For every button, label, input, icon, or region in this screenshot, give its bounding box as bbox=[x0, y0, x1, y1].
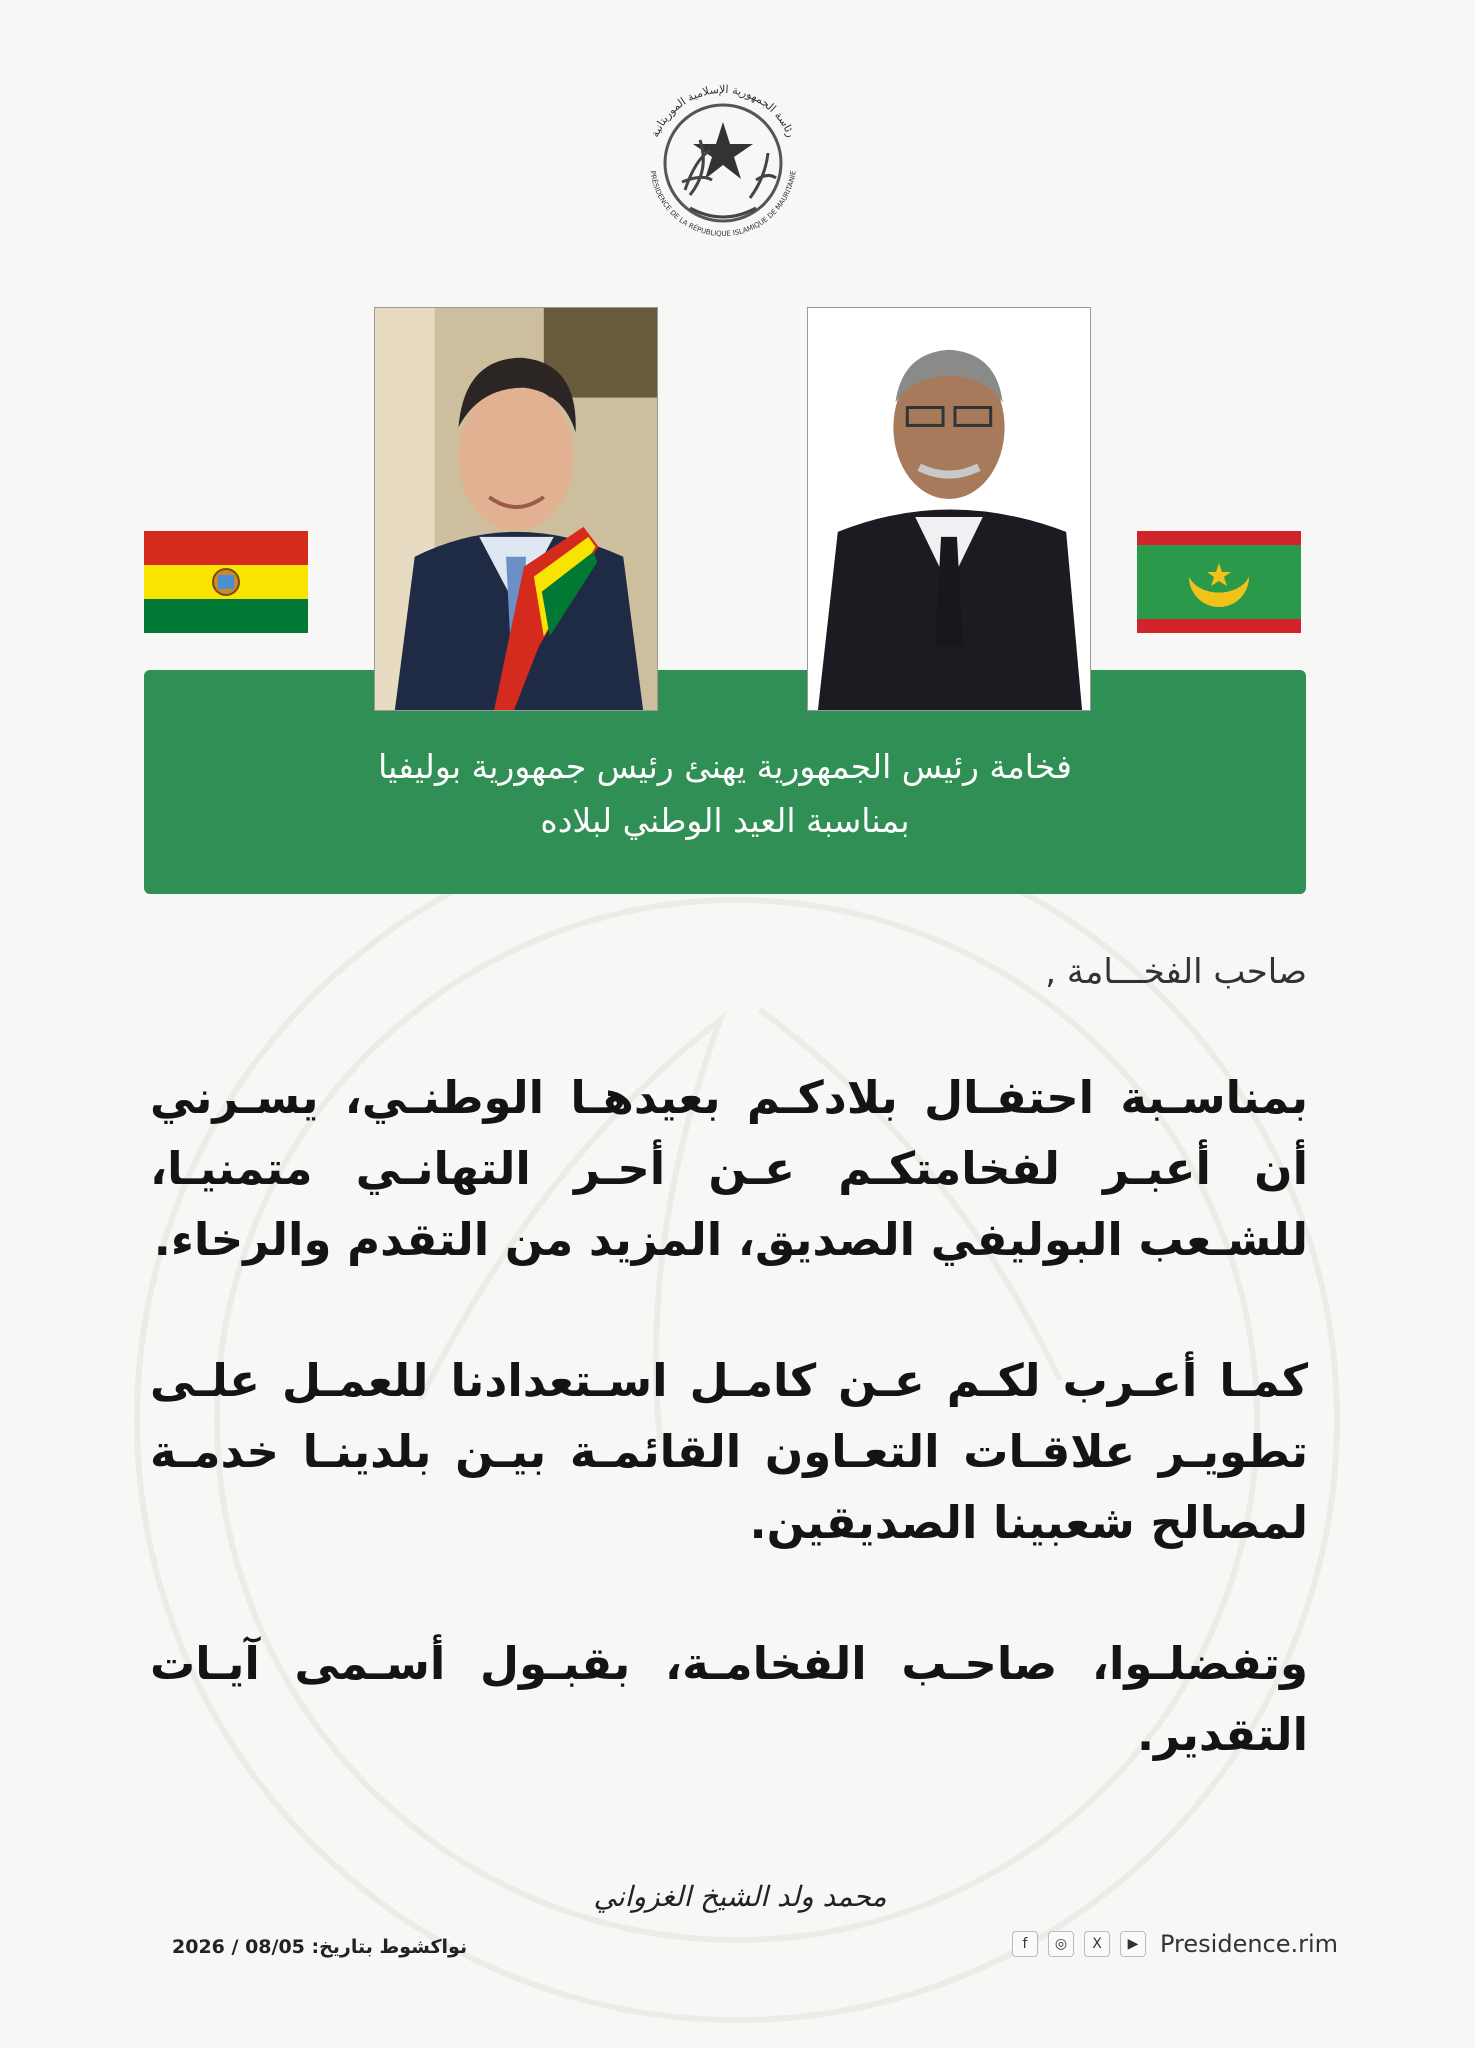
globe-icon[interactable]: ◎ bbox=[1048, 1931, 1074, 1957]
bolivia-flag bbox=[144, 531, 308, 633]
social-links bbox=[1012, 1930, 1338, 1958]
letter-date: نواكشوط بتاريخ: 08/05 / 2026 bbox=[172, 1936, 468, 1958]
facebook-icon[interactable]: f bbox=[1012, 1931, 1038, 1957]
headline-line-2: بمناسبة العيد الوطني لبلاده bbox=[540, 801, 910, 840]
x-icon[interactable]: X bbox=[1084, 1931, 1110, 1957]
headline-line-1: فخامة رئيس الجمهورية يهنئ رئيس جمهورية بوليفيا bbox=[378, 747, 1072, 786]
headline-text bbox=[144, 740, 1306, 848]
signature: محمد ولد الشيخ الغزواني bbox=[593, 1880, 887, 1913]
letter-paragraph-1: بمناسـبة احتفـال بلادكـم بعيدهـا الوطنـي، يسـرني أن أعبـر لفخامتكـم عـن أحـر التهانـي متمنيـا، للشـعب البوليفي الصديق، المزيد من التقدم والرخاء. bbox=[150, 1071, 1308, 1266]
letter-paragraph-2: كمـا أعـرب لكـم عـن كامـل اسـتعدادنا للعمـل علـى تطويـر علاقـات التعـاون القائمـة بيـن بلدينـا خدمـة لمصالح شعبينا الصديقين. bbox=[150, 1354, 1308, 1549]
photo-bolivia-president bbox=[374, 307, 658, 711]
presidential-seal-logo bbox=[630, 70, 816, 256]
photo-mauritania-president bbox=[807, 307, 1091, 711]
svg-text:رئاسة الجمهورية الإسلامية المو: رئاسة الجمهورية الإسلامية الموريتانية bbox=[648, 82, 798, 140]
letter-salutation: صاحب الفخـــامة , bbox=[1045, 952, 1307, 992]
website-link[interactable]: Presidence.rim bbox=[1160, 1930, 1339, 1958]
mauritania-flag bbox=[1137, 531, 1301, 633]
youtube-icon[interactable]: ▶ bbox=[1120, 1931, 1146, 1957]
svg-text:PRÉSIDENCE DE LA RÉPUBLIQUE IS: PRÉSIDENCE DE LA RÉPUBLIQUE ISLAMIQUE DE MAURITANIE bbox=[648, 170, 798, 239]
letter-paragraph-3: وتفضلـوا، صاحـب الفخامـة، بقبـول أسـمى آيـات التقدير. bbox=[150, 1637, 1308, 1761]
